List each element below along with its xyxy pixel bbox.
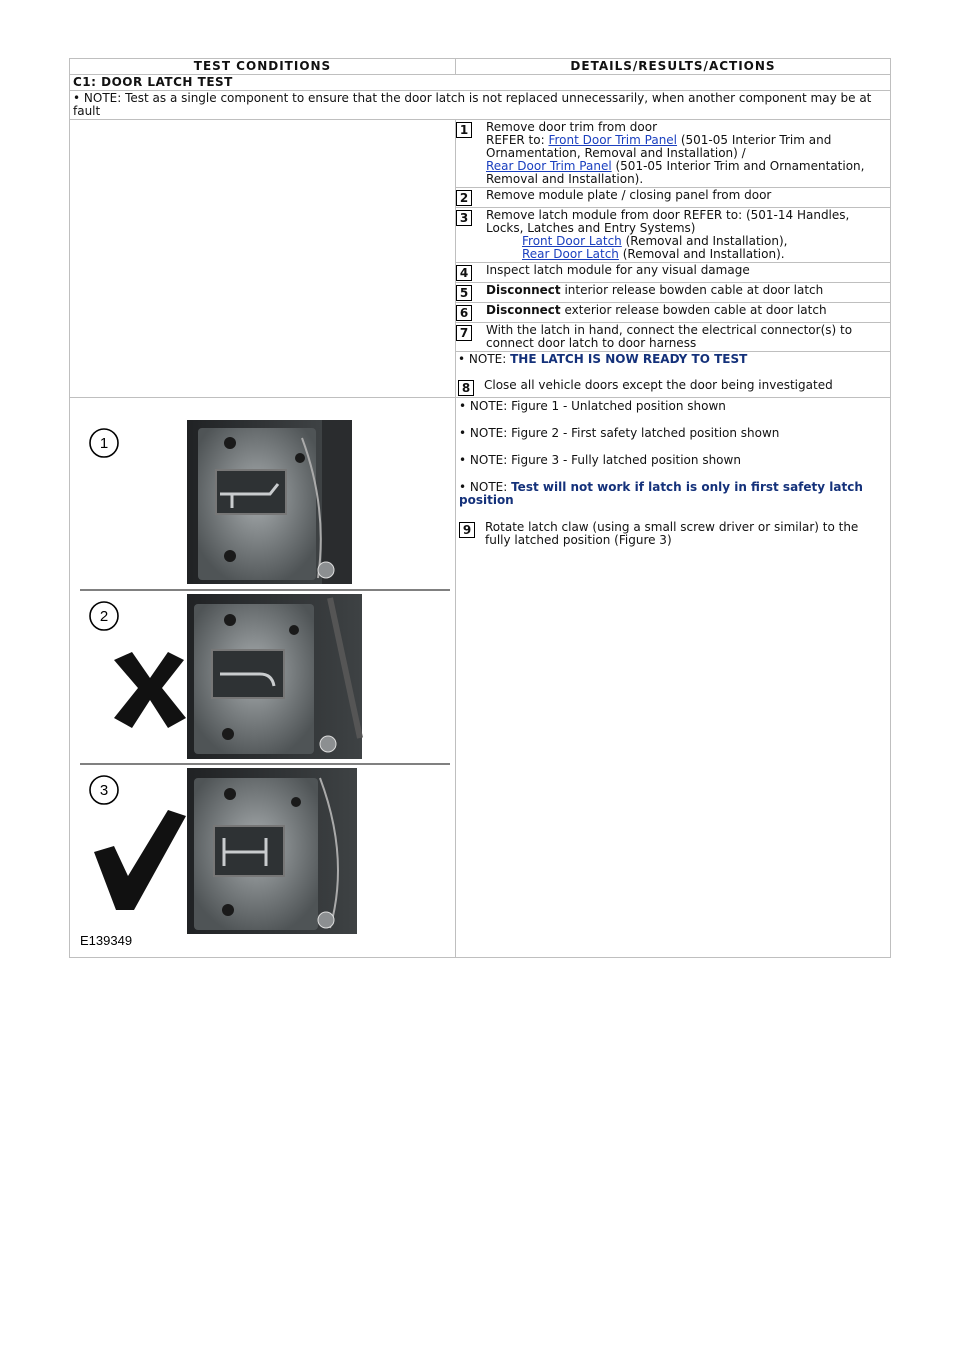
figure-code: E139349	[80, 933, 133, 948]
incorrect-cross-icon	[114, 652, 186, 728]
step-7: 7 With the latch in hand, connect the electrical connector(s) to connect door latch to door harness	[456, 323, 890, 352]
figure-notes-cell	[456, 398, 891, 958]
figure-note-2: • NOTE: Figure 2 - First safety latched position shown	[459, 426, 780, 440]
step-4: 4 Inspect latch module for any visual damage	[456, 263, 890, 283]
step-number-badge: 4	[456, 265, 472, 281]
figure-label-2: 2	[99, 608, 109, 625]
figure-2-first-safety	[90, 594, 362, 759]
step-3: 3 Remove latch module from door REFER to: (501-14 Handles, Locks, Latches and Entry Systems) Front Door Latch (Removal and Installation), Rear Door Latch (Removal and Installation).	[456, 208, 890, 263]
step-number-badge: 7	[456, 325, 472, 341]
step-number-badge: 2	[456, 190, 472, 206]
step-number-badge: 1	[456, 122, 472, 138]
step-number-badge: 6	[456, 305, 472, 321]
step-1: 1 Remove door trim from door REFER to: Front Door Trim Panel (501-05 Interior Trim and Ornamentation, Removal and Installation) / Rear Door Trim Panel (501-05 Interior Trim and Ornamentation, Removal and Installation).	[456, 120, 890, 188]
steps-list	[456, 120, 890, 397]
correct-check-icon	[94, 810, 186, 910]
step-number-badge: 8	[458, 380, 474, 396]
step-8: • NOTE: THE LATCH IS NOW READY TO TEST 8 Close all vehicle doors except the door being investigated	[456, 352, 890, 398]
figure-1-unlatched	[90, 420, 352, 584]
figure-3-fully-latched	[80, 768, 357, 948]
header-test-conditions: TEST CONDITIONS	[70, 59, 456, 75]
figure-label-1: 1	[99, 435, 109, 452]
test-conditions-cell	[70, 120, 456, 398]
step-number-badge: 5	[456, 285, 472, 301]
step-2: 2 Remove module plate / closing panel from door	[456, 188, 890, 208]
step-8-note: • NOTE: THE LATCH IS NOW READY TO TEST	[458, 352, 748, 366]
figure-note-4: • NOTE: Test will not work if latch is only in first safety latch position	[459, 480, 863, 507]
latch-positions-figure	[70, 398, 456, 957]
step-6: 6 Disconnect exterior release bowden cable at door latch	[456, 303, 890, 323]
steps-cell	[456, 120, 891, 398]
rear-door-trim-panel-link[interactable]: Rear Door Trim Panel	[486, 159, 612, 173]
step-number-badge: 9	[459, 522, 475, 538]
section-title: C1: DOOR LATCH TEST	[70, 75, 891, 91]
figure-label-3: 3	[99, 782, 109, 799]
step-5: 5 Disconnect interior release bowden cable at door latch	[456, 283, 890, 303]
front-door-trim-panel-link[interactable]: Front Door Trim Panel	[548, 133, 678, 147]
header-details-results-actions: DETAILS/RESULTS/ACTIONS	[456, 59, 891, 75]
rear-door-latch-link[interactable]: Rear Door Latch	[522, 247, 619, 261]
figure-note-1: • NOTE: Figure 1 - Unlatched position shown	[459, 399, 726, 413]
intro-note: • NOTE: Test as a single component to ensure that the door latch is not replaced unnecessarily, when another component may be at fault	[70, 91, 891, 120]
step-9: 9 Rotate latch claw (using a small screw driver or similar) to the fully latched position (Figure 3)	[459, 521, 887, 547]
test-table	[69, 58, 891, 958]
latch-figure-cell	[70, 398, 456, 958]
step-number-badge: 3	[456, 210, 472, 226]
front-door-latch-link[interactable]: Front Door Latch	[522, 234, 622, 248]
figure-note-3: • NOTE: Figure 3 - Fully latched position shown	[459, 453, 741, 467]
